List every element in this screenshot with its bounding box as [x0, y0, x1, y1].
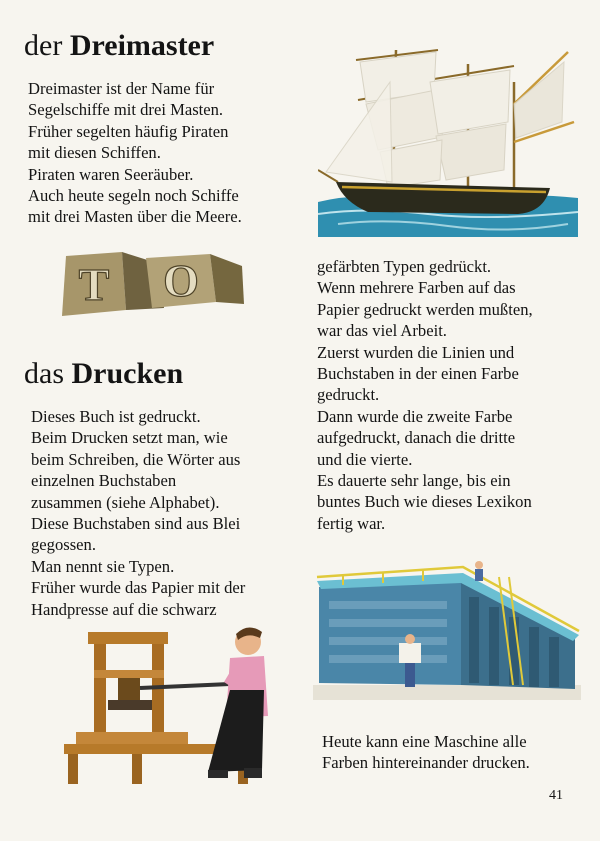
- printing-machine-illustration: [313, 557, 581, 700]
- heading-dreimaster: [24, 29, 214, 63]
- text-line: Beim Drucken setzt man, wie: [31, 428, 228, 448]
- heading-article: der: [24, 29, 63, 62]
- text-line: gefärbten Typen gedrückt.: [317, 257, 492, 276]
- text-line: Dreimaster ist der Name für: [28, 79, 215, 98]
- page-number: 41: [549, 788, 563, 803]
- text-line: buntes Buch wie dieses Lexikon: [317, 492, 532, 512]
- paragraph-drucken-left: [31, 406, 245, 620]
- hand-press-illustration: [58, 620, 273, 785]
- type-letter-o: O: [163, 255, 199, 306]
- text-line: Heute kann eine Maschine alle: [322, 732, 527, 751]
- text-line: zusammen (siehe Alphabet).: [31, 492, 220, 512]
- lead-type-blocks: [60, 250, 245, 318]
- caption-printing-machine: [322, 731, 530, 774]
- text-line: beim Schreiben, die Wörter aus: [31, 449, 241, 469]
- text-line: Man nennt sie Typen.: [31, 556, 175, 576]
- text-line: fertig war.: [317, 513, 386, 533]
- text-line: gegossen.: [31, 535, 96, 555]
- text-line: Zuerst wurden die Linien und: [317, 342, 515, 362]
- paragraph-dreimaster: [28, 78, 242, 228]
- text-line: mit diesen Schiffen.: [28, 143, 161, 163]
- heading-word: Dreimaster: [69, 29, 215, 62]
- text-line: Dann wurde die zweite Farbe: [317, 406, 513, 426]
- text-line: und die vierte.: [317, 449, 413, 469]
- text-line: Handpresse auf die schwarz: [31, 599, 217, 619]
- text-line: Es dauerte sehr lange, bis ein: [317, 471, 511, 491]
- heading-article: das: [24, 357, 64, 390]
- text-line: Diese Buchstaben sind aus Blei: [31, 514, 241, 534]
- ship-illustration: [318, 42, 578, 237]
- text-line: einzelnen Buchstaben: [31, 471, 177, 491]
- text-line: mit drei Masten über die Meere.: [28, 207, 242, 227]
- text-line: Segelschiffe mit drei Masten.: [28, 100, 224, 120]
- text-line: war das viel Arbeit.: [317, 321, 447, 341]
- text-line: Piraten waren Seeräuber.: [28, 164, 194, 184]
- text-line: Dieses Buch ist gedruckt.: [31, 407, 201, 426]
- text-line: Früher wurde das Papier mit der: [31, 578, 246, 598]
- text-line: Buchstaben in der einen Farbe: [317, 364, 519, 384]
- text-line: Wenn mehrere Farben auf das: [317, 278, 516, 298]
- text-line: Früher segelten häufig Piraten: [28, 121, 229, 141]
- heading-drucken: [24, 357, 183, 391]
- text-line: gedruckt.: [317, 385, 380, 405]
- heading-word: Drucken: [71, 357, 184, 390]
- text-line: Farben hintereinander drucken.: [322, 753, 530, 773]
- paragraph-drucken-right: [317, 256, 533, 534]
- text-line: Auch heute segeln noch Schiffe: [28, 186, 239, 206]
- type-letter-t: T: [78, 259, 110, 310]
- text-line: Papier gedruckt werden mußten,: [317, 299, 533, 319]
- text-line: aufgedruckt, danach die dritte: [317, 428, 516, 448]
